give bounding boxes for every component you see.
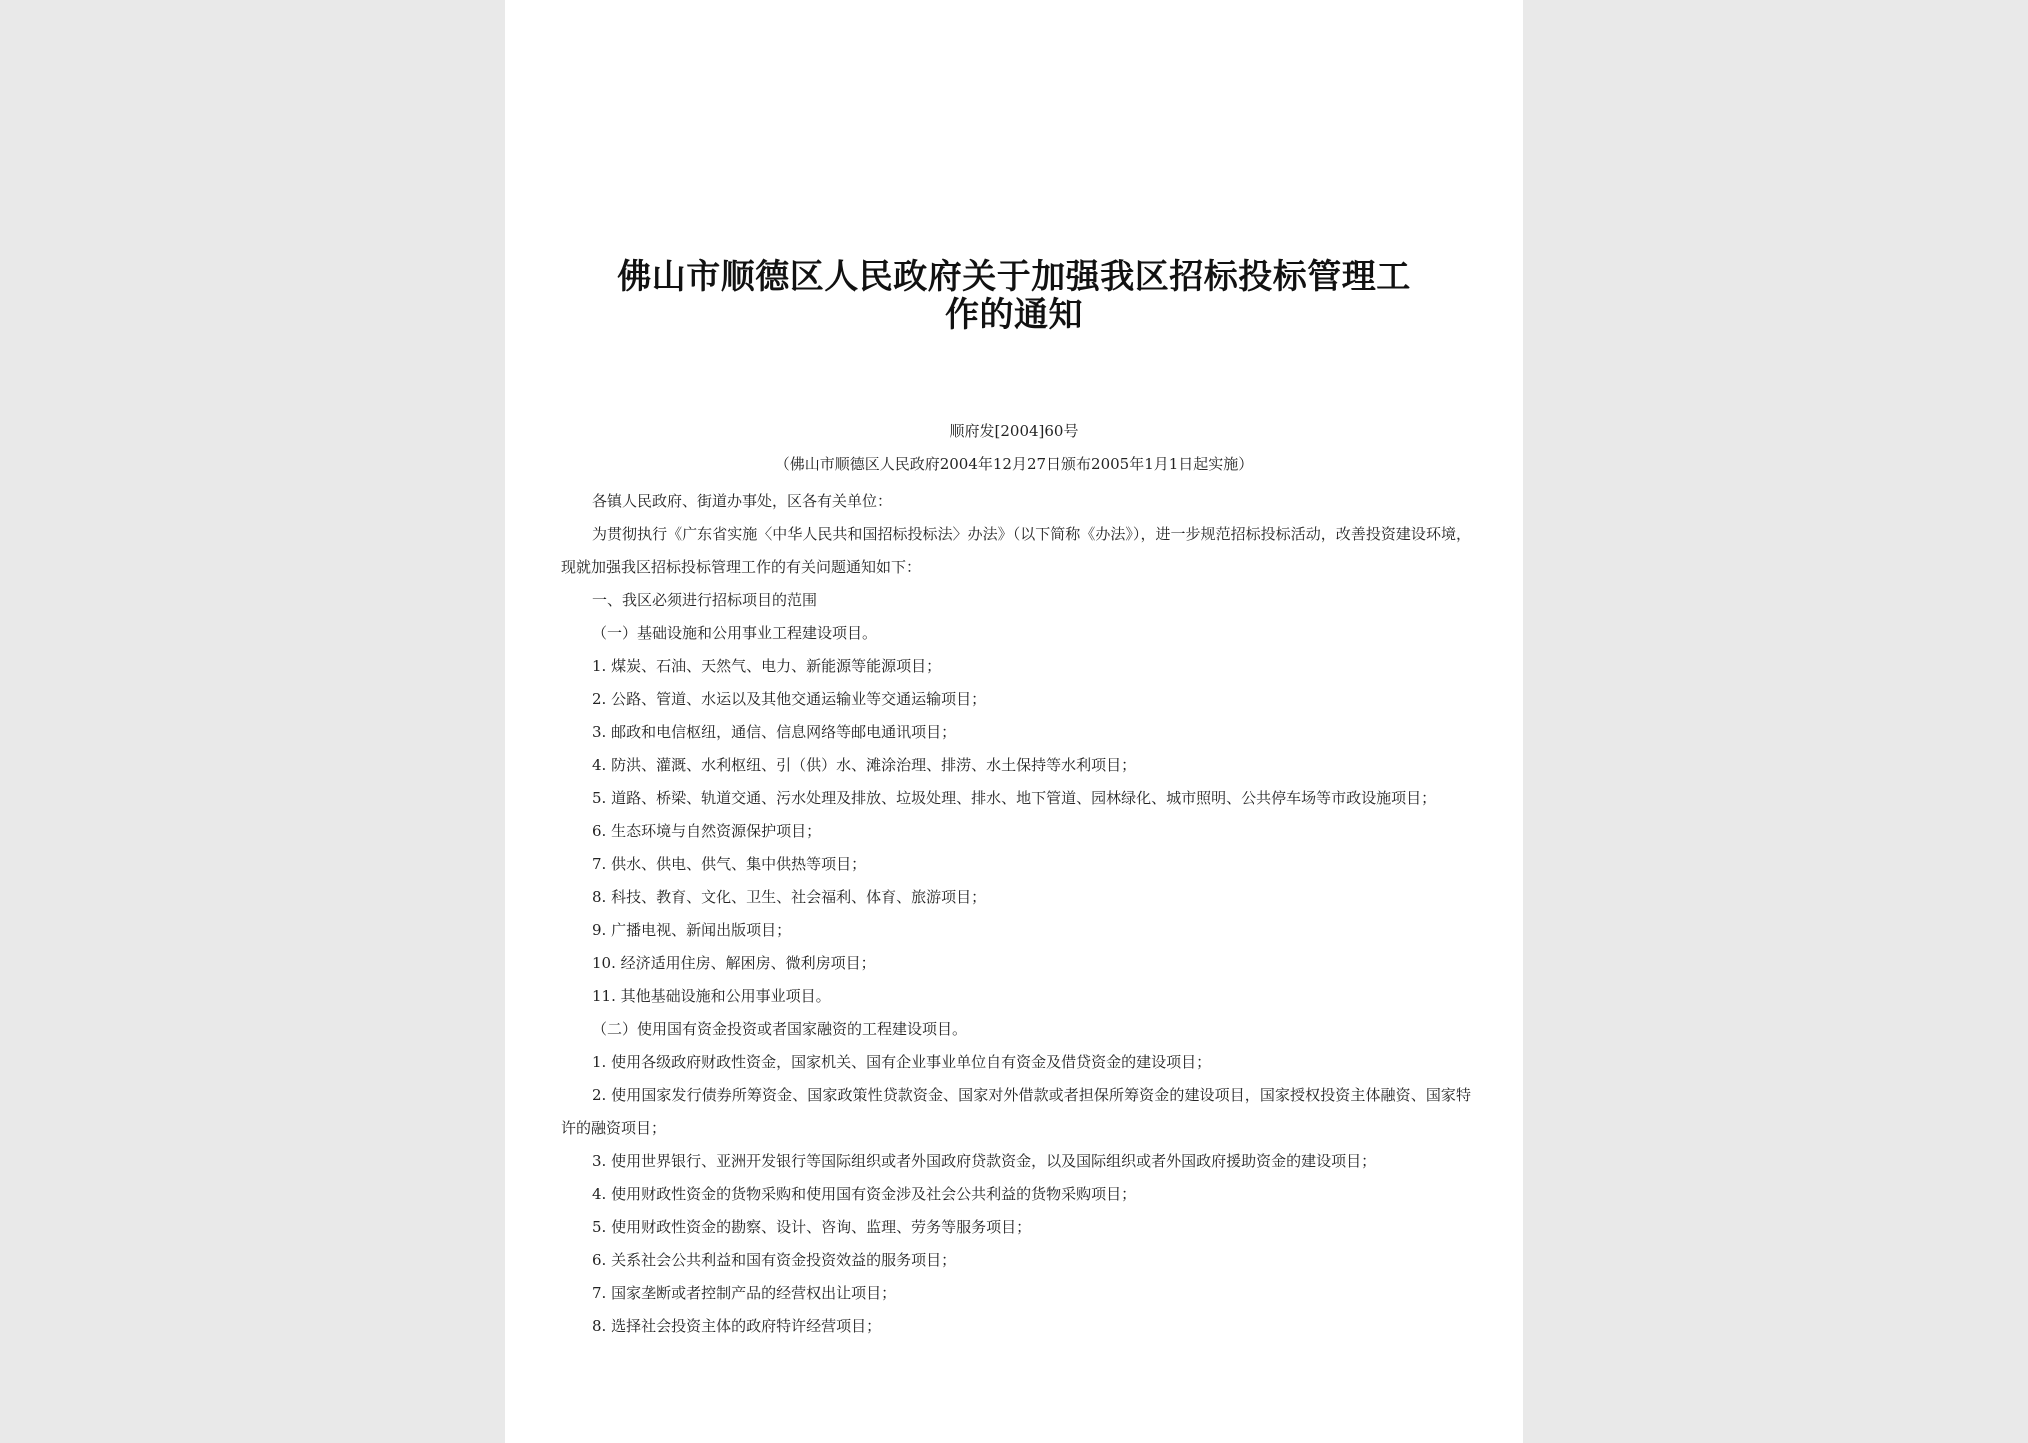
document-subtitle: （佛山市顺德区人民政府2004年12月27日颁布2005年1月1日起实施）: [774, 455, 1254, 473]
list-item: 2. 公路、管道、水运以及其他交通运输业等交通运输项目；: [592, 690, 987, 708]
document-number: 顺府发[2004]60号: [949, 422, 1079, 440]
list-item: 4. 防洪、灌溉、水利枢纽、引（供）水、滩涂治理、排涝、水土保持等水利项目；: [592, 756, 1137, 774]
list-item: 10. 经济适用住房、解困房、微利房项目；: [592, 954, 876, 972]
list-item: 9. 广播电视、新闻出版项目；: [592, 921, 792, 939]
list-item: 7. 国家垄断或者控制产品的经营权出让项目；: [592, 1284, 897, 1302]
document-page: [505, 0, 1523, 1443]
subsection-heading: （一）基础设施和公用事业工程建设项目。: [592, 624, 878, 642]
document-title: [505, 258, 1523, 334]
list-item: 2. 使用国家发行债券所筹资金、国家政策性贷款资金、国家对外借款或者担保所筹资金的建设项目，国家授权投资主体融资、国家特许的融资项目；: [561, 1086, 1471, 1137]
list-item: 3. 使用世界银行、亚洲开发银行等国际组织或者外国政府贷款资金，以及国际组织或者外国政府援助资金的建设项目；: [592, 1152, 1377, 1170]
list-item: 1. 使用各级政府财政性资金，国家机关、国有企业事业单位自有资金及借贷资金的建设项目；: [592, 1053, 1212, 1071]
list-item: 8. 科技、教育、文化、卫生、社会福利、体育、旅游项目；: [592, 888, 987, 906]
paragraph: 为贯彻执行《广东省实施〈中华人民共和国招标投标法〉办法》（以下简称《办法》），进一步规范招标投标活动，改善投资建设环境，现就加强我区招标投标管理工作的有关问题通知如下：: [561, 525, 1471, 576]
list-item: 8. 选择社会投资主体的政府特许经营项目；: [592, 1317, 882, 1335]
list-item: 4. 使用财政性资金的货物采购和使用国有资金涉及社会公共利益的货物采购项目；: [592, 1185, 1137, 1203]
title-line-1: 佛山市顺德区人民政府关于加强我区招标投标管理工: [617, 257, 1411, 297]
list-item: 5. 使用财政性资金的勘察、设计、咨询、监理、劳务等服务项目；: [592, 1218, 1032, 1236]
list-item: 5. 道路、桥梁、轨道交通、污水处理及排放、垃圾处理、排水、地下管道、园林绿化、城市照明、公共停车场等市政设施项目；: [592, 789, 1437, 807]
list-item: 3. 邮政和电信枢纽，通信、信息网络等邮电通讯项目；: [592, 723, 957, 741]
paragraph: 各镇人民政府、街道办事处，区各有关单位：: [592, 492, 893, 510]
subsection-heading: （二）使用国有资金投资或者国家融资的工程建设项目。: [592, 1020, 968, 1038]
title-line-2: 作的通知: [945, 295, 1083, 335]
document-body: [561, 485, 1471, 1343]
list-item: 6. 关系社会公共利益和国有资金投资效益的服务项目；: [592, 1251, 957, 1269]
list-item: 11. 其他基础设施和公用事业项目。: [592, 987, 831, 1005]
list-item: 6. 生态环境与自然资源保护项目；: [592, 822, 822, 840]
section-heading: 一、我区必须进行招标项目的范围: [592, 591, 818, 609]
list-item: 1. 煤炭、石油、天然气、电力、新能源等能源项目；: [592, 657, 942, 675]
list-item: 7. 供水、供电、供气、集中供热等项目；: [592, 855, 867, 873]
